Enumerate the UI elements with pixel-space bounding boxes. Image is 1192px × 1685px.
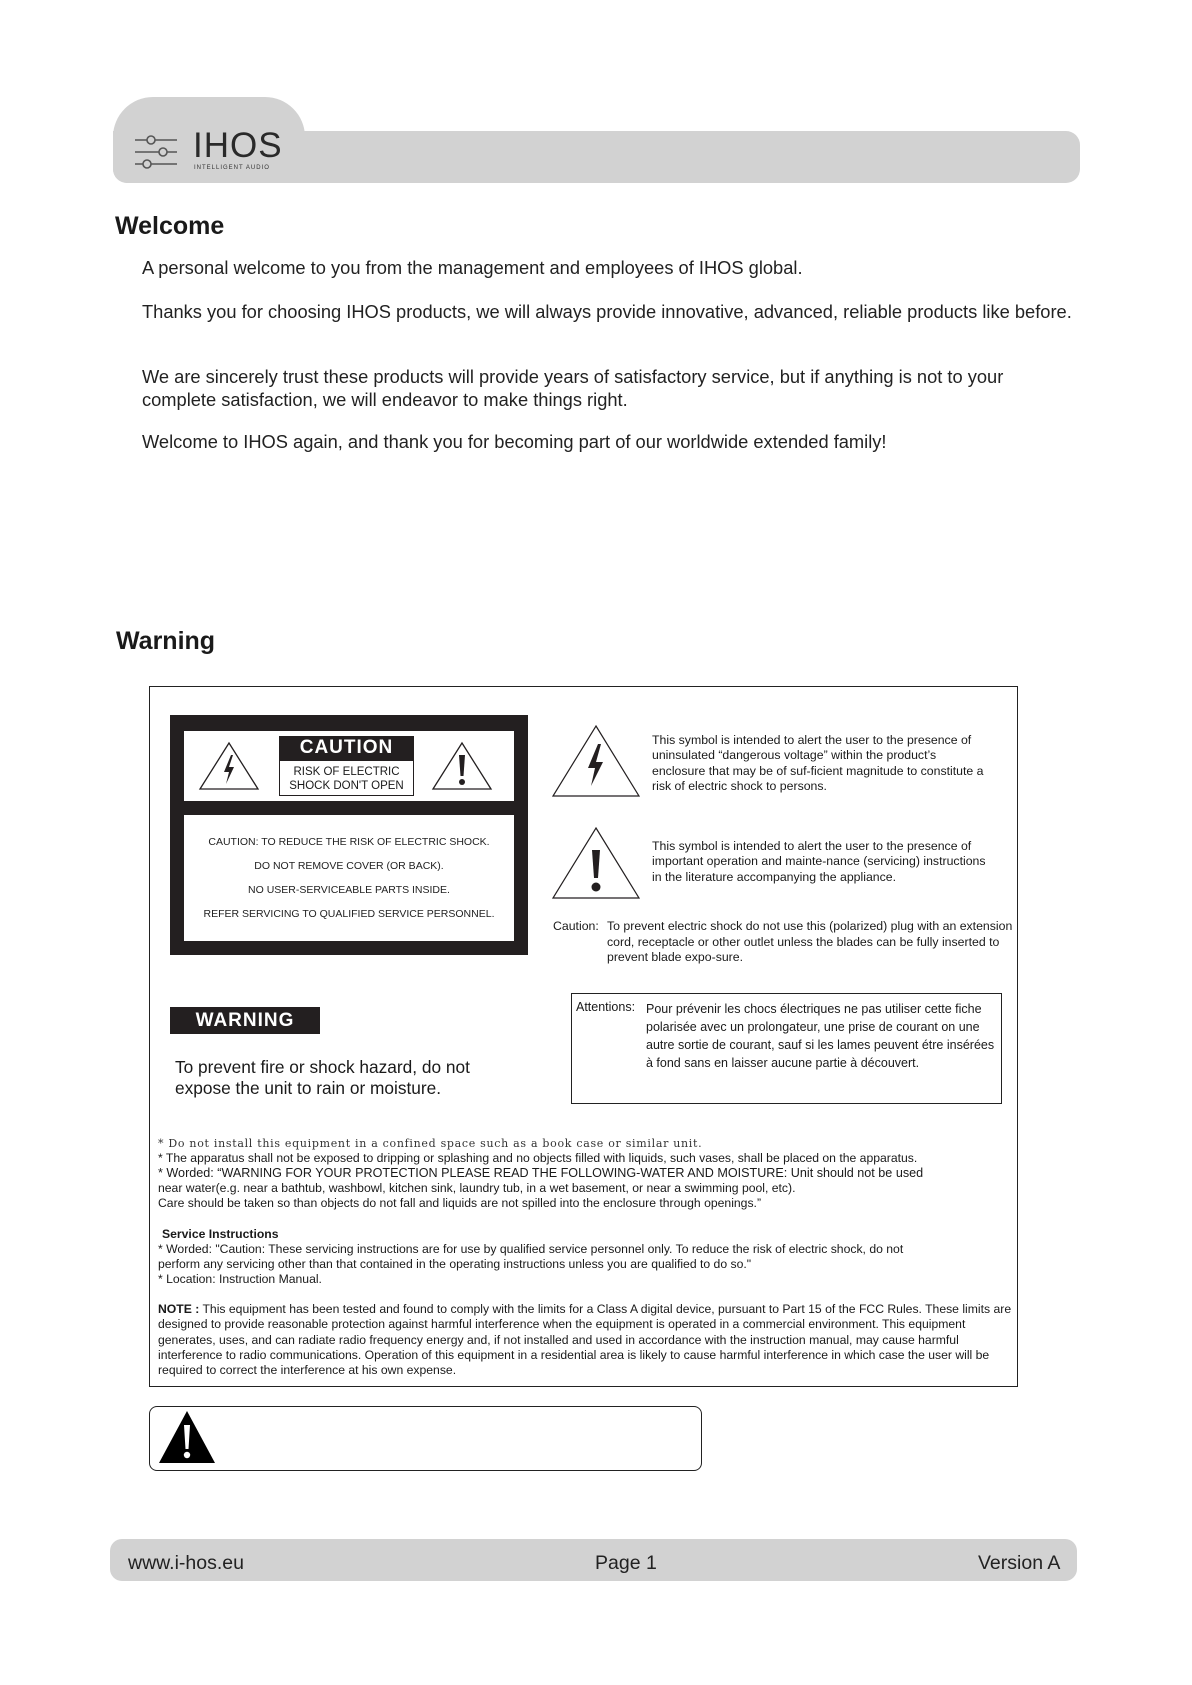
welcome-title: Welcome: [115, 212, 225, 240]
caution-label-bottom: [184, 815, 514, 941]
exclamation-symbol-text: This symbol is intended to alert the user to the presence of important operation and mainte-nance (servicing) instructions in the literature accompanying the appliance.: [652, 839, 986, 884]
service-instructions-title: Service Instructions: [162, 1227, 279, 1241]
caution-note-text: To prevent electric shock do not use this (polarized) plug with an extension cord, receptacle or other outlet unless the blades can be fully inserted to prevent blade expo-sure.: [607, 919, 1013, 964]
alert-triangle-icon: [157, 1409, 217, 1466]
caution-line: CAUTION: TO REDUCE THE RISK OF ELECTRIC SHOCK.: [208, 836, 490, 848]
attention-text: Pour prévenir les chocs électriques ne pas utiliser cette fiche polarisée avec un prolongateur, une prise de courant on une autre sortie de courant, sauf si les lames peuvent étre insérées à fond sans en laisser aucune partie à découvert.: [646, 1002, 995, 1070]
lightning-warning-icon: [198, 741, 260, 791]
footer-page-number: Page 1: [595, 1552, 657, 1574]
caution-line: REFER SERVICING TO QUALIFIED SERVICE PERSONNEL.: [203, 908, 495, 920]
welcome-paragraph: Thanks you for choosing IHOS products, we will always provide innovative, advanced, reliable products like before.: [142, 301, 1072, 322]
lightning-symbol-icon: [551, 724, 641, 798]
warning-badge: WARNING: [170, 1007, 320, 1034]
service-line: * Worded: "Caution: These servicing instructions are for use by qualified service personnel only. To reduce the risk of electric shock, do not: [158, 1242, 904, 1256]
exclamation-warning-icon: [431, 741, 493, 791]
fine-print-line: * The apparatus shall not be exposed to dripping or splashing and no objects filled with liquids, such vases, shall be placed on the apparatus.: [158, 1151, 918, 1165]
service-line: * Location: Instruction Manual.: [158, 1272, 322, 1286]
footer-version: Version A: [978, 1552, 1061, 1574]
fine-print-line: Care should be taken so than objects do not fall and liquids are not spilled into the enclosure through openings.”: [158, 1196, 762, 1210]
caution-sub-line: RISK OF ELECTRIC: [293, 766, 400, 778]
voltage-symbol-text: This symbol is intended to alert the user to the presence of uninsulated “dangerous voltage” within the product’s enclosure that may be of suf-ficient magnitude to constitute a risk of electric shock to persons.: [652, 733, 984, 793]
caution-line: NO USER-SERVICEABLE PARTS INSIDE.: [248, 884, 450, 896]
alert-box: [149, 1406, 702, 1471]
welcome-paragraph: We are sincerely trust these products will provide years of satisfactory service, but if anything is not to your complete satisfaction, we will endeavor to make things right.: [142, 366, 1004, 410]
attention-label: Attentions:: [576, 1000, 636, 1014]
fine-print-line: * Do not install this equipment in a confined space such as a book case or similar unit.: [158, 1137, 703, 1150]
note-text: This equipment has been tested and found to comply with the limits for a Class A digital device, pursuant to Part 15 of the FCC Rules. These limits are designed to provide reasonable protection against harmful interference when the equipment is operated in a commercial environment. This equipment generates, uses, and can radiate radio frequency energy and, if not installed and used in accordance with the instruction manual, may cause harmful interference to radio communications. Operation of this equipment in a residential area is likely to cause harmful interference in which case the user will be required to correct the interference at his own expense.: [158, 1302, 1012, 1378]
exclamation-symbol-icon: [551, 826, 641, 900]
fine-print-line: near water(e.g. near a bathtub, washbowl, kitchen sink, laundry tub, in a wet basement, or near a swimming pool, etc).: [158, 1181, 796, 1195]
note-label: NOTE :: [158, 1302, 200, 1316]
welcome-paragraph: Welcome to IHOS again, and thank you for becoming part of our worldwide extended family!: [142, 431, 887, 452]
logo-subtitle: INTELLIGENT AUDIO: [194, 165, 270, 171]
warning-text: To prevent fire or shock hazard, do not expose the unit to rain or moisture.: [175, 1057, 470, 1098]
warning-title: Warning: [116, 627, 216, 655]
welcome-paragraph: A personal welcome to you from the management and employees of IHOS global.: [142, 257, 803, 278]
fcc-note: [158, 1302, 1020, 1378]
fine-print-line: * Worded: “WARNING FOR YOUR PROTECTION PLEASE READ THE FOLLOWING-WATER AND MOISTURE: Unit should not be used: [158, 1166, 924, 1180]
logo-text: IHOS: [193, 126, 283, 165]
footer-bar: [110, 1539, 1077, 1581]
caution-sub-line: SHOCK DON'T OPEN: [289, 780, 404, 792]
service-line: perform any servicing other than that contained in the operating instructions unless you are qualified to do so.": [158, 1257, 752, 1271]
caution-heading: CAUTION: [279, 736, 414, 760]
caution-line: DO NOT REMOVE COVER (OR BACK).: [254, 860, 444, 872]
caution-subheading: [279, 760, 414, 796]
caution-note-label: Caution:: [553, 919, 599, 933]
equalizer-icon: [133, 132, 179, 172]
footer-url[interactable]: www.i-hos.eu: [128, 1552, 244, 1574]
